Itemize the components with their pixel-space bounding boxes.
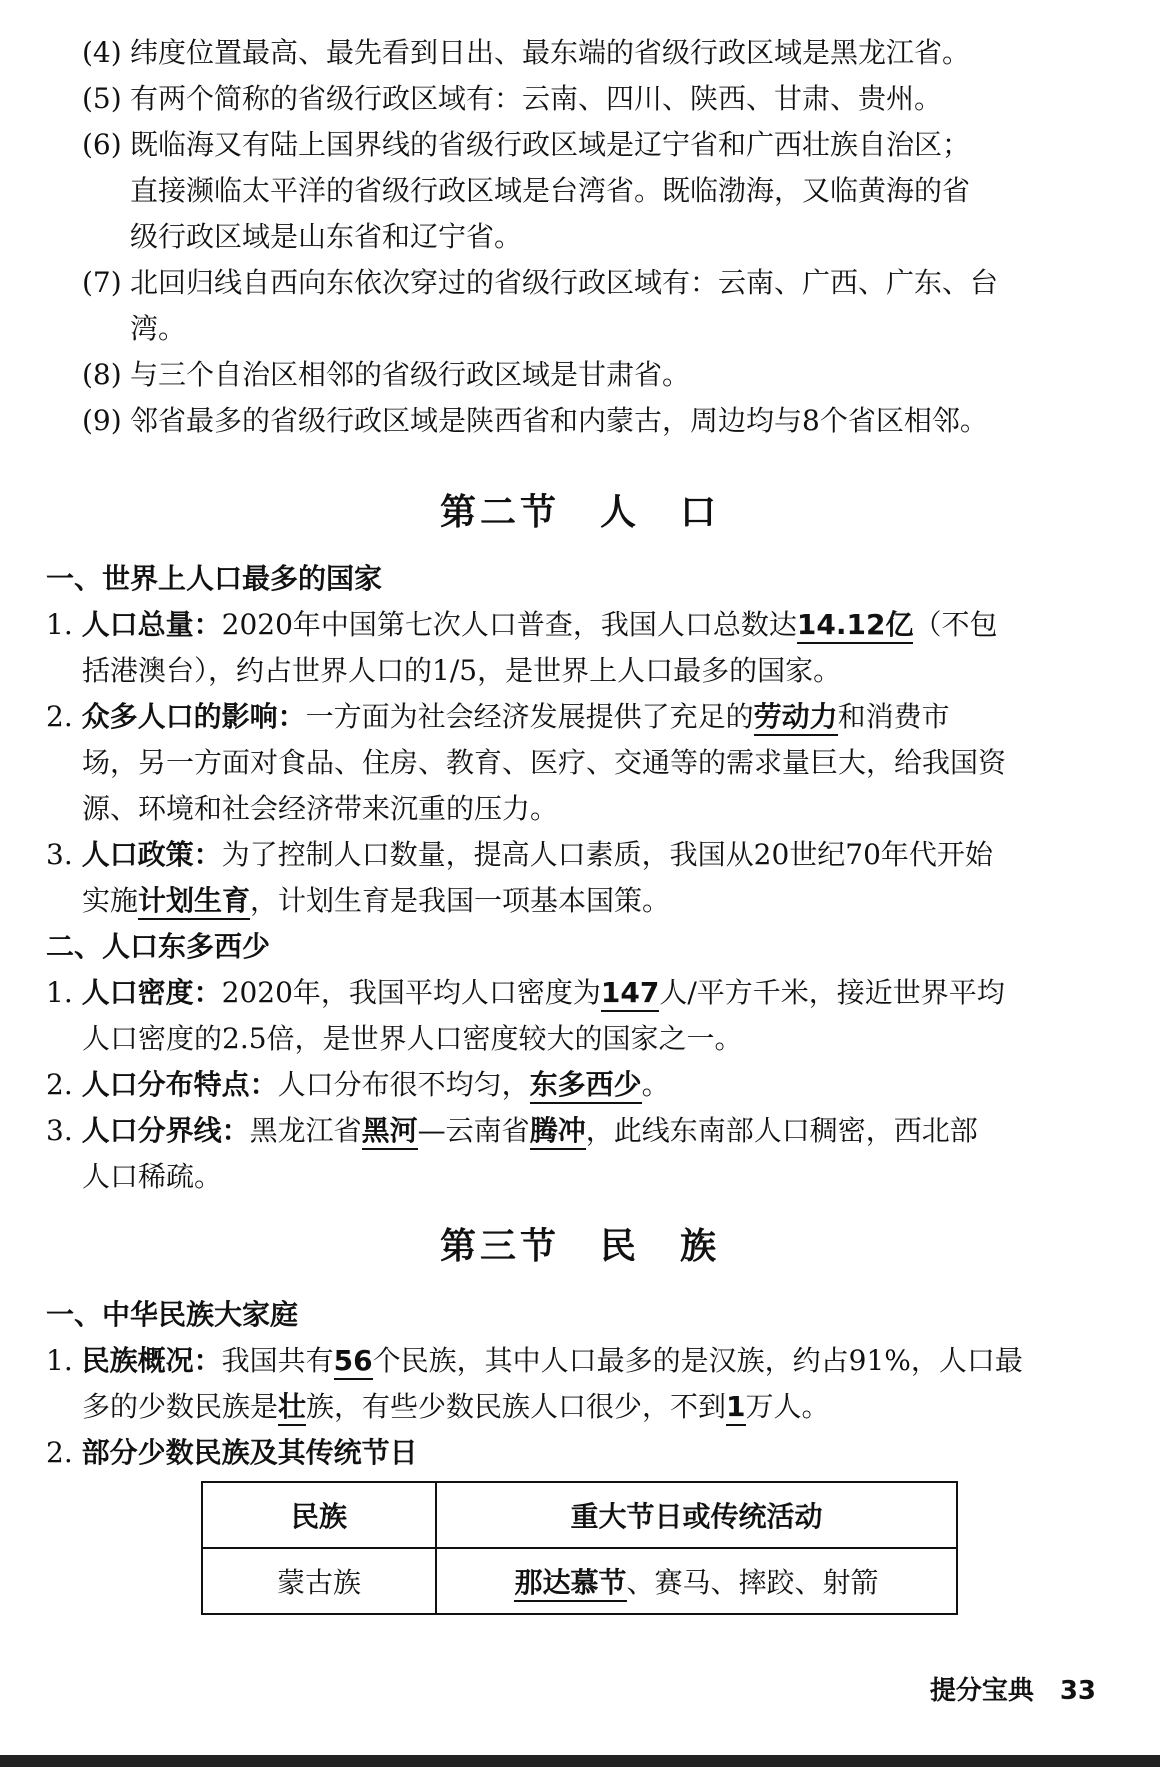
list-item-cont: 场，另一方面对食品、住房、教育、医疗、交通等的需求量巨大，给我国资 [82, 746, 1007, 779]
list-item-cont: 人口密度的2.5倍，是世界人口密度较大的国家之一。 [82, 1022, 743, 1055]
list-item: 1. 民族概况：我国共有56个民族，其中人口最多的是汉族，约占91%，人口最 [0, 1338, 1023, 1384]
list-item-cont: 括港澳台），约占世界人口的1/5，是世界上人口最多的国家。 [82, 654, 842, 687]
list-item: 1. 人口总量：2020年中国第七次人口普查，我国人口总数达14.12亿（不包 [0, 602, 1006, 648]
section-3-body [0, 1292, 1023, 1476]
list-item: (5) 有两个简称的省级行政区域有：云南、四川、陕西、甘肃、贵州。 [82, 82, 943, 115]
section-3 [0, 1218, 1160, 1269]
list-item: 1. 人口密度：2020年，我国平均人口密度为147人/平方千米，接近世界平均 [0, 970, 1006, 1016]
list-item-cont: 人口稀疏。 [82, 1160, 223, 1193]
list-item: 3. 人口政策：为了控制人口数量，提高人口素质，我国从20世纪70年代开始 [46, 838, 993, 871]
subheading: 二、人口东多西少 [46, 930, 271, 963]
list-item-cont: 源、环境和社会经济带来沉重的压力。 [82, 792, 559, 825]
list-item: (8) 与三个自治区相邻的省级行政区域是甘肃省。 [82, 358, 691, 391]
table-header-cell: 民族 [202, 1482, 436, 1548]
list-item-cont: 多的少数民族是壮族，有些少数民族人口很少，不到1万人。 [0, 1384, 1023, 1430]
section-title: 第三节 民 族 [439, 1225, 720, 1267]
list-item: (7) 北回归线自西向东依次穿过的省级行政区域有：云南、广西、广东、台 [82, 266, 999, 299]
table-cell: 那达慕节、赛马、摔跤、射箭 [436, 1548, 957, 1614]
list-item: (6) 既临海又有陆上国界线的省级行政区域是辽宁省和广西壮族自治区； [82, 128, 971, 161]
list-item: 2. 人口分布特点：人口分布很不均匀，东多西少。 [0, 1062, 1006, 1108]
list-item: 3. 人口分界线：黑龙江省黑河—云南省腾冲，此线东南部人口稠密，西北部 [0, 1108, 1006, 1154]
top-list [0, 30, 998, 444]
table-header-cell: 重大节日或传统活动 [436, 1482, 957, 1548]
table-header-row [202, 1482, 957, 1548]
section-title: 第二节 人 口 [439, 491, 720, 533]
bottom-bar [0, 1755, 1160, 1767]
section-2 [0, 484, 1160, 535]
festival-table [201, 1481, 958, 1615]
list-item-cont: 直接濒临太平洋的省级行政区域是台湾省。既临渤海，又临黄海的省 [130, 174, 971, 207]
list-item: 2. 部分少数民族及其传统节日 [46, 1436, 418, 1469]
table-cell: 蒙古族 [202, 1548, 436, 1614]
list-item: (9) 邻省最多的省级行政区域是陕西省和内蒙古，周边均与8个省区相邻。 [82, 404, 988, 437]
section-2-body [0, 556, 1006, 1200]
list-item-cont: 湾。 [130, 312, 187, 345]
page-footer: 提分宝典 33 [929, 1676, 1096, 1706]
table-row [202, 1548, 957, 1614]
list-item-cont: 级行政区域是山东省和辽宁省。 [130, 220, 523, 253]
list-item-cont: 实施计划生育，计划生育是我国一项基本国策。 [0, 878, 1006, 924]
subheading: 一、中华民族大家庭 [46, 1298, 299, 1331]
subheading: 一、世界上人口最多的国家 [46, 562, 383, 595]
list-item: 2. 众多人口的影响：一方面为社会经济发展提供了充足的劳动力和消费市 [0, 694, 1006, 740]
list-item: (4) 纬度位置最高、最先看到日出、最东端的省级行政区域是黑龙江省。 [82, 36, 971, 69]
